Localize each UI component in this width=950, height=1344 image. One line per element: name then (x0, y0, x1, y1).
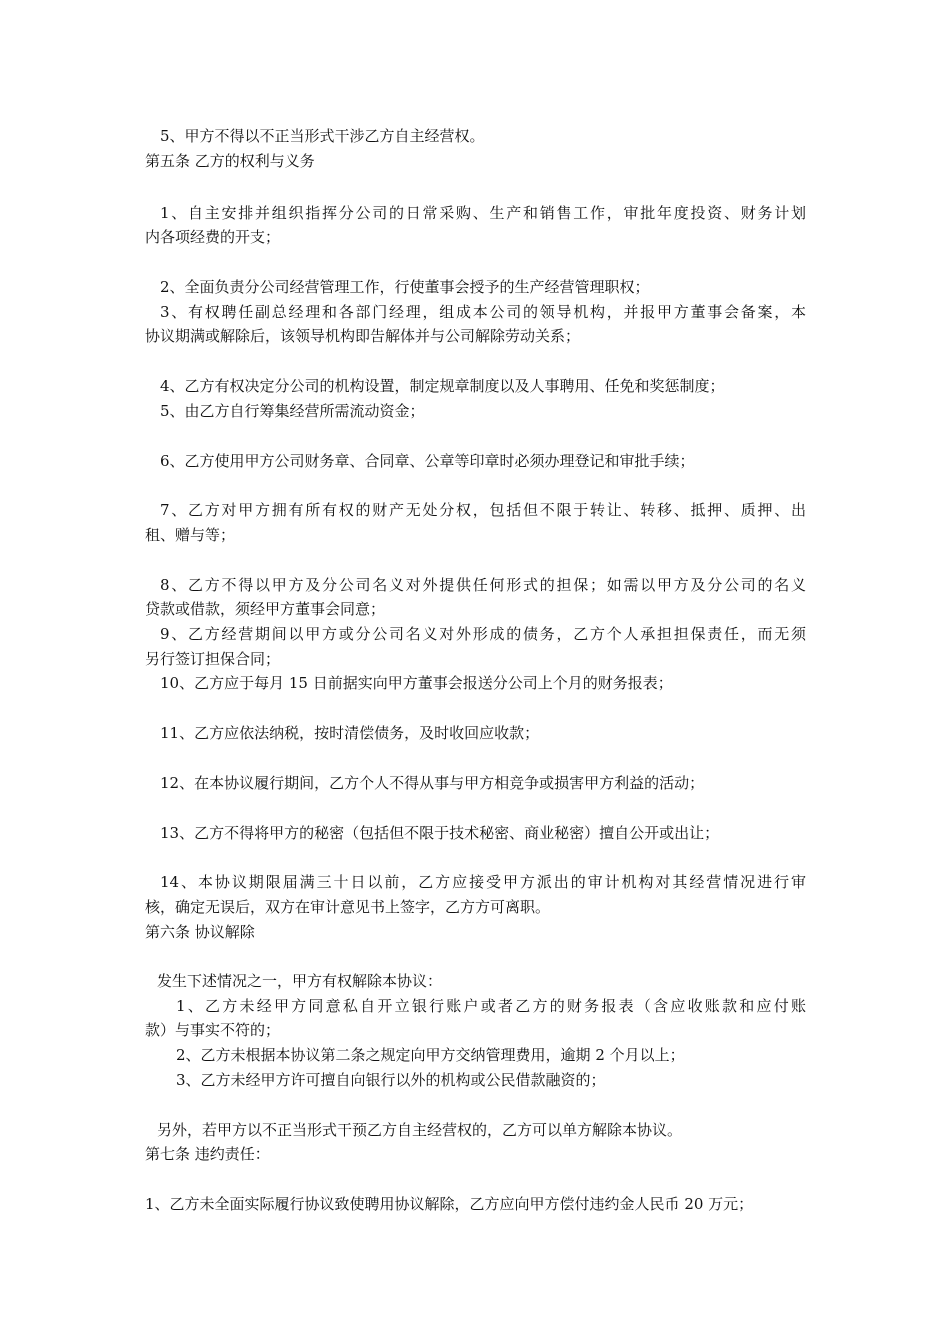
text-line: 3、有权聘任副总经理和各部门经理，组成本公司的领导机构，并报甲方董事会备案，本 (160, 303, 806, 321)
text-line: 发生下述情况之一，甲方有权解除本协议： (157, 972, 443, 990)
section-heading: 第七条 违约责任： (145, 1145, 270, 1163)
text-line: 2、乙方未根据本协议第二条之规定向甲方交纳管理费用，逾期 2 个月以上； (176, 1046, 685, 1064)
text-line: 9、乙方经营期间以甲方或分公司名义对外形成的债务，乙方个人承担担保责任，而无须 (160, 625, 806, 643)
text-line: 另行签订担保合同； (145, 650, 281, 668)
text-line: 3、乙方未经甲方许可擅自向银行以外的机构或公民借款融资的； (176, 1071, 606, 1089)
text-line: 协议期满或解除后，该领导机构即告解体并与公司解除劳动关系； (145, 327, 581, 345)
text-line: 5、甲方不得以不正当形式干涉乙方自主经营权。 (160, 127, 485, 145)
text-line: 款）与事实不符的； (145, 1021, 281, 1039)
section-heading: 第五条 乙方的权利与义务 (145, 152, 315, 170)
text-line: 8、乙方不得以甲方及分公司名义对外提供任何形式的担保；如需以甲方及分公司的名义 (160, 576, 806, 594)
text-line: 14、本协议期限届满三十日以前，乙方应接受甲方派出的审计机构对其经营情况进行审 (160, 873, 806, 891)
text-line: 5、由乙方自行筹集经营所需流动资金； (160, 402, 425, 420)
text-line: 1、乙方未全面实际履行协议致使聘用协议解除，乙方应向甲方偿付违约金人民币 20 万元； (145, 1195, 754, 1213)
text-line: 另外，若甲方以不正当形式干预乙方自主经营权的，乙方可以单方解除本协议。 (157, 1121, 683, 1139)
text-line: 7、乙方对甲方拥有所有权的财产无处分权，包括但不限于转让、转移、抵押、质押、出 (160, 501, 806, 519)
text-line: 2、全面负责分公司经营管理工作，行使董事会授予的生产经营管理职权； (160, 278, 650, 296)
text-line: 13、乙方不得将甲方的秘密（包括但不限于技术秘密、商业秘密）擅自公开或出让； (160, 824, 720, 842)
text-line: 6、乙方使用甲方公司财务章、合同章、公章等印章时必须办理登记和审批手续； (160, 452, 695, 470)
text-line: 4、乙方有权决定分公司的机构设置，制定规章制度以及人事聘用、任免和奖惩制度； (160, 377, 725, 395)
text-line: 贷款或借款，须经甲方董事会同意； (145, 600, 386, 618)
text-line: 1、自主安排并组织指挥分公司的日常采购、生产和销售工作，审批年度投资、财务计划 (160, 204, 806, 222)
text-line: 10、乙方应于每月 15 日前据实向甲方董事会报送分公司上个月的财务报表； (160, 674, 673, 692)
text-line: 12、在本协议履行期间，乙方个人不得从事与甲方相竞争或损害甲方利益的活动； (160, 774, 705, 792)
text-line: 1、乙方未经甲方同意私自开立银行账户或者乙方的财务报表（含应收账款和应付账 (176, 997, 806, 1015)
text-line: 11、乙方应依法纳税，按时清偿债务，及时收回应收款； (160, 724, 540, 742)
text-line: 核，确定无误后，双方在审计意见书上签字，乙方方可离职。 (145, 898, 551, 916)
section-heading: 第六条 协议解除 (145, 923, 255, 941)
text-line: 内各项经费的开支； (145, 228, 281, 246)
text-line: 租、赠与等； (145, 526, 236, 544)
